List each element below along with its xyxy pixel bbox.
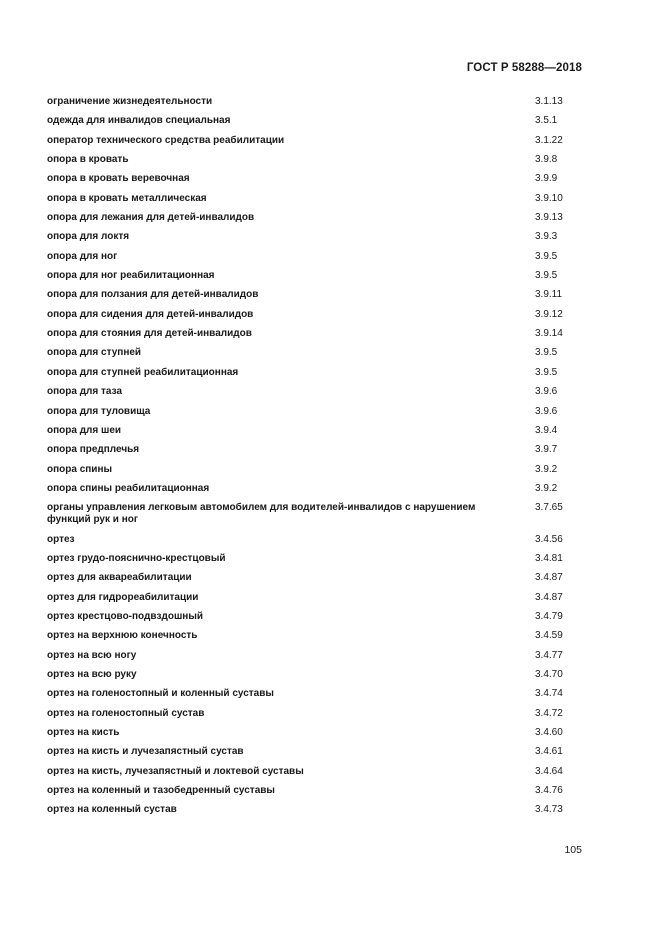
index-entry bbox=[47, 669, 587, 681]
index-entry bbox=[47, 115, 587, 127]
index-entry bbox=[47, 553, 587, 565]
index-reference: 3.9.14 bbox=[535, 328, 563, 340]
index-entry bbox=[47, 572, 587, 584]
index-term: ортез на кисть bbox=[47, 727, 120, 738]
index-entry bbox=[47, 135, 587, 147]
index-reference: 3.4.87 bbox=[535, 591, 563, 603]
index-entry bbox=[47, 154, 587, 166]
index-term: ортез на всю руку bbox=[47, 668, 137, 680]
index-entry bbox=[47, 630, 587, 642]
index-term: опора в кровать металлическая bbox=[47, 192, 207, 204]
index-term: опора для сидения для детей-инвалидов bbox=[47, 308, 254, 320]
index-term: ортез на коленный сустав bbox=[47, 804, 177, 816]
index-entry bbox=[47, 367, 587, 379]
index-reference: 3.9.5 bbox=[535, 366, 558, 378]
index-entry bbox=[47, 231, 587, 243]
index-entry bbox=[47, 650, 587, 662]
index-entry bbox=[47, 96, 587, 108]
index-reference: 3.4.74 bbox=[535, 688, 563, 700]
index-entry bbox=[47, 785, 587, 797]
index-term: ортез на голеностопный сустав bbox=[47, 707, 205, 719]
index-reference: 3.4.73 bbox=[535, 804, 563, 816]
index-term: опора для ног bbox=[47, 250, 118, 262]
index-reference: 3.9.5 bbox=[535, 250, 558, 262]
index-entry bbox=[47, 386, 587, 398]
index-entry bbox=[47, 592, 587, 604]
index-reference: 3.4.56 bbox=[535, 533, 563, 545]
index-term: ортез на верхнюю конечность bbox=[47, 630, 198, 642]
index-reference: 3.5.1 bbox=[535, 115, 558, 127]
index-reference: 3.4.77 bbox=[535, 649, 563, 661]
index-entry bbox=[47, 483, 587, 495]
index-reference: 3.4.79 bbox=[535, 610, 563, 622]
index-entry bbox=[47, 406, 587, 418]
index-reference: 3.4.76 bbox=[535, 785, 563, 797]
index-term: ортез для гидрореабилитации bbox=[47, 591, 199, 603]
index-reference: 3.4.70 bbox=[535, 668, 563, 680]
index-reference: 3.9.2 bbox=[535, 463, 558, 475]
page-number: 105 bbox=[564, 844, 582, 856]
index-entry bbox=[47, 502, 587, 526]
document-header: ГОСТ Р 58288—2018 bbox=[466, 62, 582, 74]
index-term: ортез для аквареабилитации bbox=[47, 572, 192, 584]
index-term: ортез на кисть, лучезапястный и локтевой суставы bbox=[47, 765, 304, 777]
index-reference: 3.9.13 bbox=[535, 212, 563, 224]
index-reference: 3.4.64 bbox=[535, 765, 563, 777]
index-term: опора в кровать веревочная bbox=[47, 173, 190, 185]
index-term: опора для шеи bbox=[47, 424, 122, 436]
index-term: одежда для инвалидов специальная bbox=[47, 115, 231, 127]
index-term: ортез на кисть и лучезапястный сустав bbox=[47, 746, 244, 758]
index-term: оператор технического средства реабилитации bbox=[47, 134, 285, 146]
index-term: ортез грудо-пояснично-крестцовый bbox=[47, 552, 226, 564]
index-reference: 3.9.5 bbox=[535, 270, 558, 282]
index-reference: 3.4.61 bbox=[535, 746, 563, 758]
index-term: опора предплечья bbox=[47, 444, 140, 456]
index-entry bbox=[47, 289, 587, 301]
index-term: опора для таза bbox=[47, 386, 122, 398]
index-term: опора для ползания для детей-инвалидов bbox=[47, 289, 259, 301]
index-term: ортез на всю ногу bbox=[47, 649, 137, 661]
index-reference: 3.9.2 bbox=[535, 482, 558, 494]
index-entry bbox=[47, 309, 587, 321]
index-reference: 3.1.22 bbox=[535, 134, 563, 146]
index-term: ортез на коленный и тазобедренный суставы bbox=[47, 785, 275, 797]
index-entry bbox=[47, 173, 587, 185]
index-term: опора для стояния для детей-инвалидов bbox=[47, 328, 252, 340]
index-term: опора для ног реабилитационная bbox=[47, 270, 215, 282]
index-reference: 3.9.11 bbox=[535, 289, 563, 301]
index-entry bbox=[47, 270, 587, 282]
term-index-list bbox=[47, 96, 587, 824]
index-term: ортез крестцово-подвздошный bbox=[47, 610, 204, 622]
index-term: опора в кровать bbox=[47, 154, 129, 166]
index-reference: 3.9.7 bbox=[535, 444, 558, 456]
index-reference: 3.9.12 bbox=[535, 308, 563, 320]
index-entry bbox=[47, 804, 587, 816]
index-entry bbox=[47, 611, 587, 623]
index-reference: 3.1.13 bbox=[535, 96, 563, 107]
index-reference: 3.4.87 bbox=[535, 572, 563, 584]
index-entry bbox=[47, 347, 587, 359]
index-term: опора для лежания для детей-инвалидов bbox=[47, 212, 255, 224]
index-entry bbox=[47, 534, 587, 546]
index-entry bbox=[47, 193, 587, 205]
index-entry bbox=[47, 727, 587, 739]
index-reference: 3.4.59 bbox=[535, 630, 563, 642]
index-reference: 3.4.60 bbox=[535, 727, 563, 738]
index-entry bbox=[47, 444, 587, 456]
index-reference: 3.4.81 bbox=[535, 552, 563, 564]
index-reference: 3.9.10 bbox=[535, 192, 563, 204]
index-entry bbox=[47, 251, 587, 263]
index-term: ограничение жизнедеятельности bbox=[47, 96, 213, 107]
index-reference: 3.7.65 bbox=[535, 502, 563, 514]
index-entry bbox=[47, 328, 587, 340]
index-reference: 3.9.6 bbox=[535, 405, 558, 417]
index-term: ортез на голеностопный и коленный суставы bbox=[47, 688, 274, 700]
index-reference: 3.9.8 bbox=[535, 154, 558, 166]
index-term: органы управления легковым автомобилем для водителей-инвалидов с нарушением функций рук и ног bbox=[47, 502, 476, 526]
index-reference: 3.4.72 bbox=[535, 707, 563, 719]
index-reference: 3.9.6 bbox=[535, 386, 558, 398]
index-term: опора для ступней реабилитационная bbox=[47, 366, 239, 378]
index-term: опора спины bbox=[47, 463, 113, 475]
index-term: ортез bbox=[47, 533, 75, 545]
index-term: опора спины реабилитационная bbox=[47, 482, 210, 494]
index-term: опора для туловища bbox=[47, 405, 151, 417]
index-term: опора для ступней bbox=[47, 347, 142, 359]
index-reference: 3.9.5 bbox=[535, 347, 558, 359]
index-entry bbox=[47, 708, 587, 720]
index-entry bbox=[47, 746, 587, 758]
index-entry bbox=[47, 212, 587, 224]
index-reference: 3.9.3 bbox=[535, 231, 558, 243]
index-entry bbox=[47, 425, 587, 437]
index-entry bbox=[47, 688, 587, 700]
index-entry bbox=[47, 766, 587, 778]
index-reference: 3.9.4 bbox=[535, 424, 558, 436]
index-reference: 3.9.9 bbox=[535, 173, 558, 185]
index-entry bbox=[47, 464, 587, 476]
index-term: опора для локтя bbox=[47, 231, 130, 243]
